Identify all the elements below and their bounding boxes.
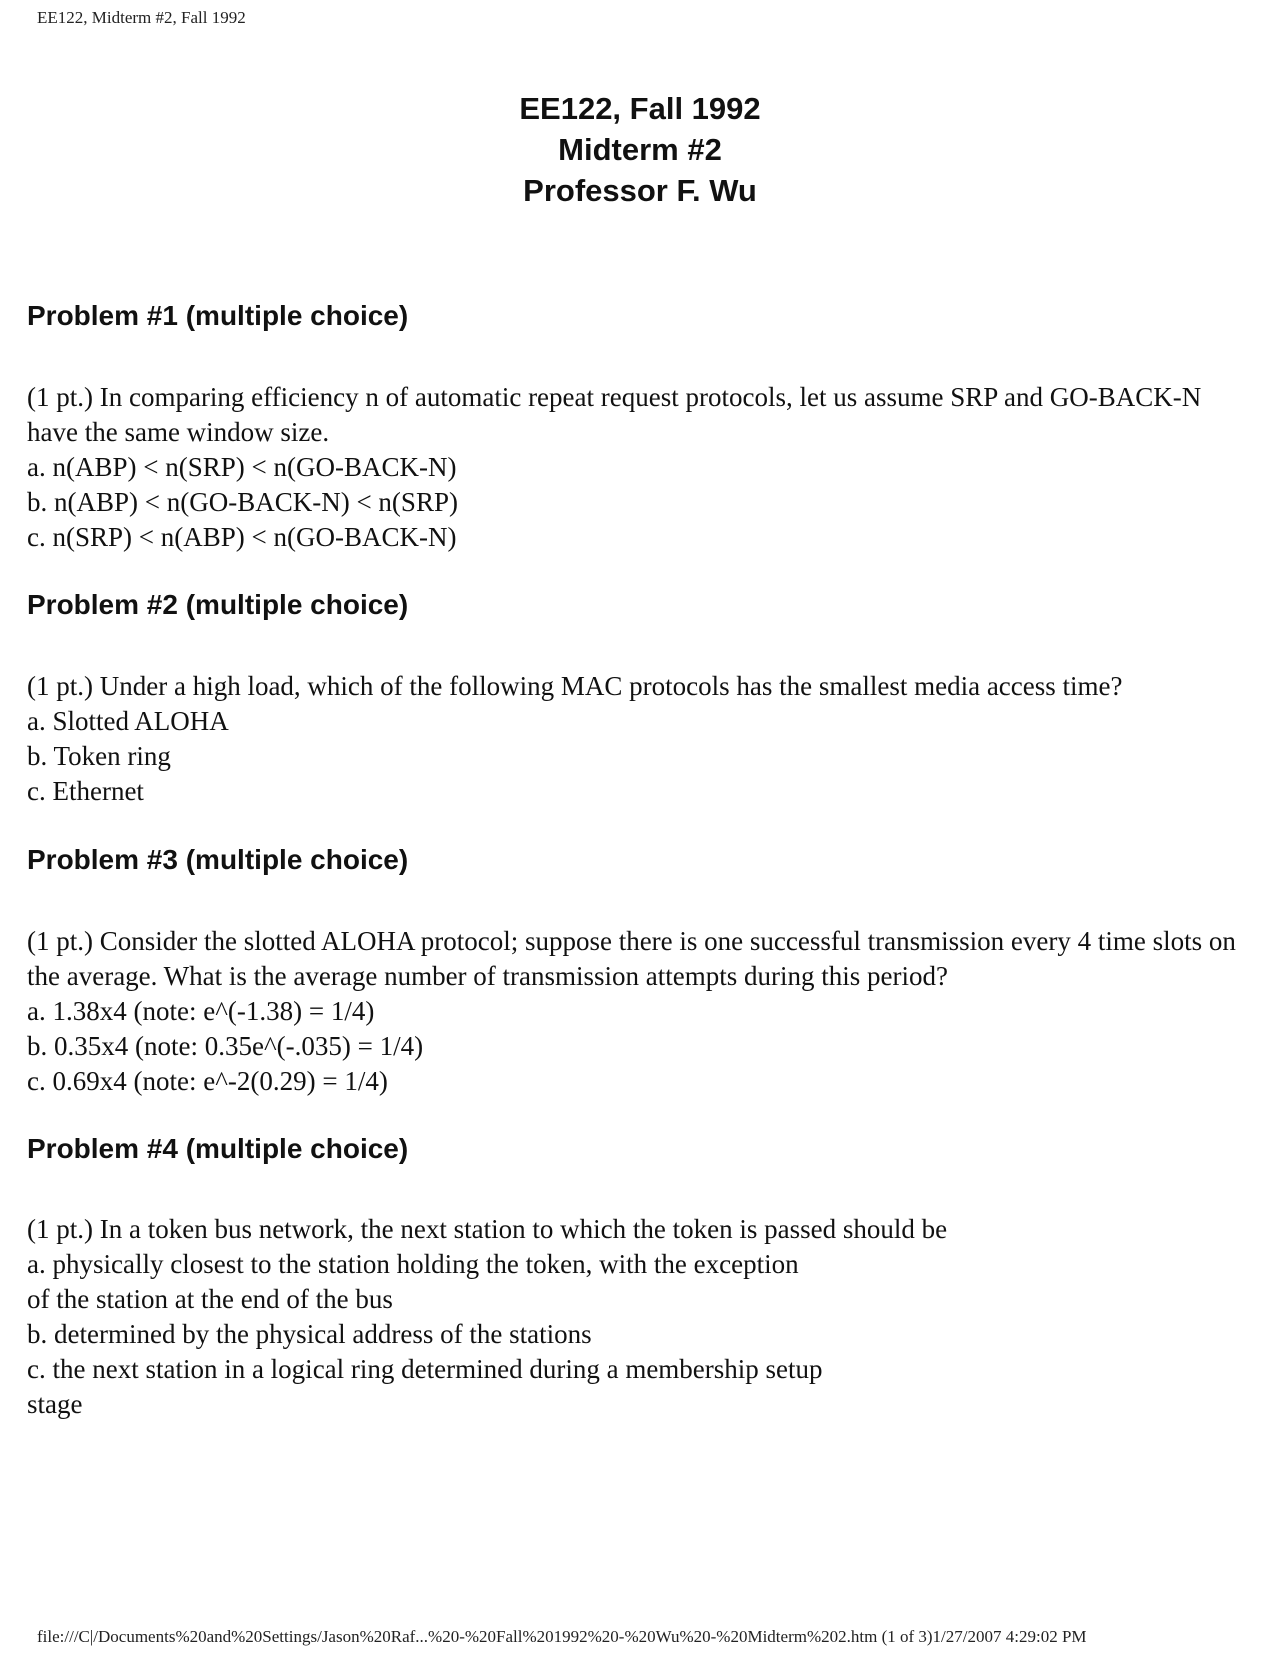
problem-1-option-b: b. n(ABP) < n(GO-BACK-N) < n(SRP) xyxy=(27,487,458,517)
title-exam: Midterm #2 xyxy=(558,132,722,167)
problem-3-question: (1 pt.) Consider the slotted ALOHA protocol; suppose there is one successful transmission every 4 time slots on the average. What is the average number of transmission attempts during this period? xyxy=(27,926,1236,991)
problem-1-question: (1 pt.) In comparing efficiency n of automatic repeat request protocols, let us assume SRP and GO-BACK-N have the same window size. xyxy=(27,382,1202,447)
problem-3-option-a: a. 1.38x4 (note: e^(-1.38) = 1/4) xyxy=(27,996,375,1026)
exam-title xyxy=(0,88,1280,211)
problem-1-body xyxy=(27,380,1257,555)
problem-2-option-c: c. Ethernet xyxy=(27,776,144,806)
problem-1-option-a: a. n(ABP) < n(SRP) < n(GO-BACK-N) xyxy=(27,452,457,482)
problem-2-question: (1 pt.) Under a high load, which of the following MAC protocols has the smallest media access time? xyxy=(27,671,1123,701)
problem-2-option-b: b. Token ring xyxy=(27,741,171,771)
problem-1-option-c: c. n(SRP) < n(ABP) < n(GO-BACK-N) xyxy=(27,522,457,552)
problem-1-heading: Problem #1 (multiple choice) xyxy=(27,300,409,331)
problem-4-option-c: c. the next station in a logical ring determined during a membership setup xyxy=(27,1354,823,1384)
problem-3-body xyxy=(27,924,1257,1099)
print-header: EE122, Midterm #2, Fall 1992 xyxy=(37,8,246,27)
problem-4-body xyxy=(27,1212,1257,1422)
print-footer: file:///C|/Documents%20and%20Settings/Jason%20Raf...%20-%20Fall%201992%20-%20Wu%20-%20Midterm%202.htm (1 of 3)1/27/2007 4:29:02 PM xyxy=(37,1627,1087,1646)
problem-4-option-a: a. physically closest to the station holding the token, with the exception xyxy=(27,1249,799,1279)
problem-2-heading: Problem #2 (multiple choice) xyxy=(27,589,409,620)
problem-3-heading: Problem #3 (multiple choice) xyxy=(27,844,409,875)
problem-3-option-c: c. 0.69x4 (note: e^-2(0.29) = 1/4) xyxy=(27,1066,388,1096)
title-professor: Professor F. Wu xyxy=(523,173,757,208)
title-course: EE122, Fall 1992 xyxy=(519,91,761,126)
problem-4-heading: Problem #4 (multiple choice) xyxy=(27,1133,409,1164)
problem-2-option-a: a. Slotted ALOHA xyxy=(27,706,229,736)
problem-3-option-b: b. 0.35x4 (note: 0.35e^(-.035) = 1/4) xyxy=(27,1031,424,1061)
problem-4-option-b: b. determined by the physical address of the stations xyxy=(27,1319,592,1349)
problem-4-question: (1 pt.) In a token bus network, the next station to which the token is passed should be xyxy=(27,1214,948,1244)
problem-4-option-a-cont: of the station at the end of the bus xyxy=(27,1284,393,1314)
problem-4-option-c-cont: stage xyxy=(27,1389,83,1419)
problem-2-body xyxy=(27,669,1257,809)
